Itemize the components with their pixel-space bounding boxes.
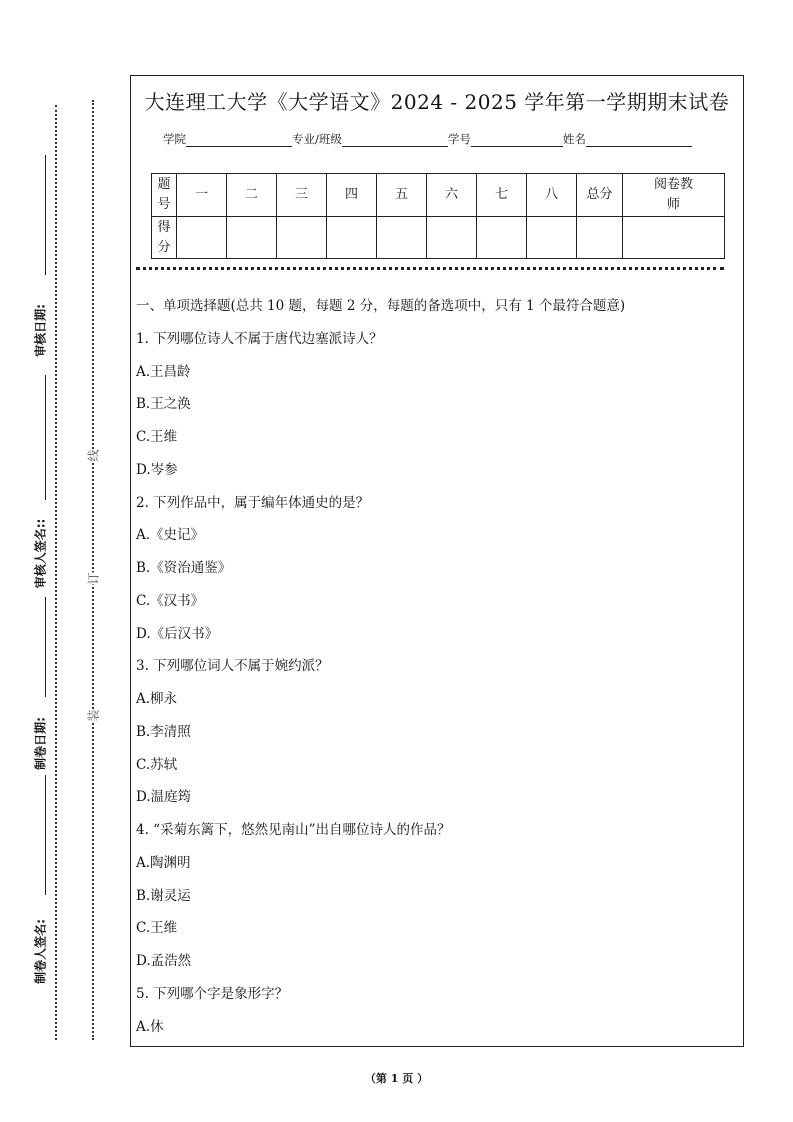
row-label-number: 题号 xyxy=(152,174,177,217)
make-date-label: 制卷日期: xyxy=(33,717,48,770)
answer-option[interactable]: B.李清照 xyxy=(136,723,191,740)
row-label-score: 得分 xyxy=(152,217,177,259)
question-stem: 2. 下列作品中，属于编年体通史的是？ xyxy=(136,494,370,511)
answer-option[interactable]: A.《史记》 xyxy=(136,527,205,544)
answer-option[interactable]: A.王昌龄 xyxy=(136,363,191,380)
id-label: 学号 xyxy=(447,132,471,146)
answer-option[interactable]: D.温庭筠 xyxy=(136,789,192,806)
binding-dotted-line-outer xyxy=(55,105,57,1040)
answer-option[interactable]: B.王之涣 xyxy=(136,396,191,413)
answer-option[interactable]: C.苏轼 xyxy=(136,756,178,773)
answer-option[interactable]: B.《资治通鉴》 xyxy=(136,560,232,576)
name-field[interactable] xyxy=(586,132,692,147)
question-section xyxy=(136,290,625,1043)
answer-option[interactable]: C.王维 xyxy=(136,429,178,445)
header-cell: 阅卷教师 xyxy=(623,174,725,217)
score-cell[interactable] xyxy=(427,217,477,259)
answer-option[interactable]: D.《后汉书》 xyxy=(136,625,219,642)
college-label: 学院 xyxy=(163,132,186,146)
line-mark: 线 xyxy=(86,449,101,462)
id-field[interactable] xyxy=(471,132,563,147)
header-cell: 六 xyxy=(427,174,477,217)
maker-sign-label: 制卷人签名: xyxy=(33,919,48,984)
score-cell[interactable] xyxy=(377,217,427,259)
review-date-line xyxy=(45,155,46,275)
score-cell[interactable] xyxy=(623,217,725,259)
bind-mark: 装 xyxy=(86,709,101,722)
question-stem: 4. “采菊东篱下，悠然见南山”出自哪位诗人的作品？ xyxy=(136,822,451,838)
answer-option[interactable]: D.岑参 xyxy=(136,461,178,478)
student-info xyxy=(163,131,692,147)
answer-option[interactable]: B.谢灵运 xyxy=(136,887,191,904)
maker-sign-line xyxy=(45,775,46,895)
score-cell[interactable] xyxy=(477,217,527,259)
score-table xyxy=(151,173,725,259)
score-cell[interactable] xyxy=(577,217,623,259)
reviewer-sign-line xyxy=(45,375,46,500)
section-heading: 一、单项选择题(总共 10 题，每题 2 分，每题的备选项中，只有 1 个最符合题意) xyxy=(136,298,626,314)
answer-option[interactable]: D.孟浩然 xyxy=(136,953,192,969)
binding-dotted-line-inner xyxy=(92,100,94,1040)
question-stem: 5. 下列哪个字是象形字？ xyxy=(136,985,289,1002)
reviewer-sign-label: 审核人签名:: xyxy=(33,518,48,589)
exam-title: 大连理工大学《大学语文》2024 - 2025 学年第一学期期末试卷 xyxy=(144,90,730,114)
header-cell: 三 xyxy=(277,174,327,217)
score-cell[interactable] xyxy=(277,217,327,259)
score-cell[interactable] xyxy=(177,217,227,259)
header-cell: 五 xyxy=(377,174,427,217)
answer-option[interactable]: A.陶渊明 xyxy=(136,854,191,871)
review-date-label: 审核日期: xyxy=(33,304,48,357)
question-stem: 1. 下列哪位诗人不属于唐代边塞派诗人？ xyxy=(136,330,383,347)
header-cell: 总分 xyxy=(577,174,623,217)
score-cell[interactable] xyxy=(527,217,577,259)
name-label: 姓名 xyxy=(562,132,586,146)
header-cell: 七 xyxy=(477,174,527,217)
score-cell[interactable] xyxy=(227,217,277,259)
answer-option[interactable]: A.柳永 xyxy=(136,691,178,707)
major-field[interactable] xyxy=(342,132,448,147)
header-cell: 四 xyxy=(327,174,377,217)
college-field[interactable] xyxy=(186,132,292,147)
dotted-separator xyxy=(136,267,724,270)
header-cell: 一 xyxy=(177,174,227,217)
header-cell: 八 xyxy=(527,174,577,217)
answer-option[interactable]: A.休 xyxy=(136,1018,164,1035)
make-date-line xyxy=(45,597,46,697)
staple-mark: 订 xyxy=(86,572,101,585)
major-label: 专业/班级 xyxy=(292,132,342,146)
question-stem: 3. 下列哪位词人不属于婉约派？ xyxy=(136,658,329,675)
answer-option[interactable]: C.《汉书》 xyxy=(136,592,205,609)
score-cell[interactable] xyxy=(327,217,377,259)
page-number: （第 1 页 ） xyxy=(364,1072,429,1085)
answer-option[interactable]: C.王维 xyxy=(136,920,178,937)
header-cell: 二 xyxy=(227,174,277,217)
